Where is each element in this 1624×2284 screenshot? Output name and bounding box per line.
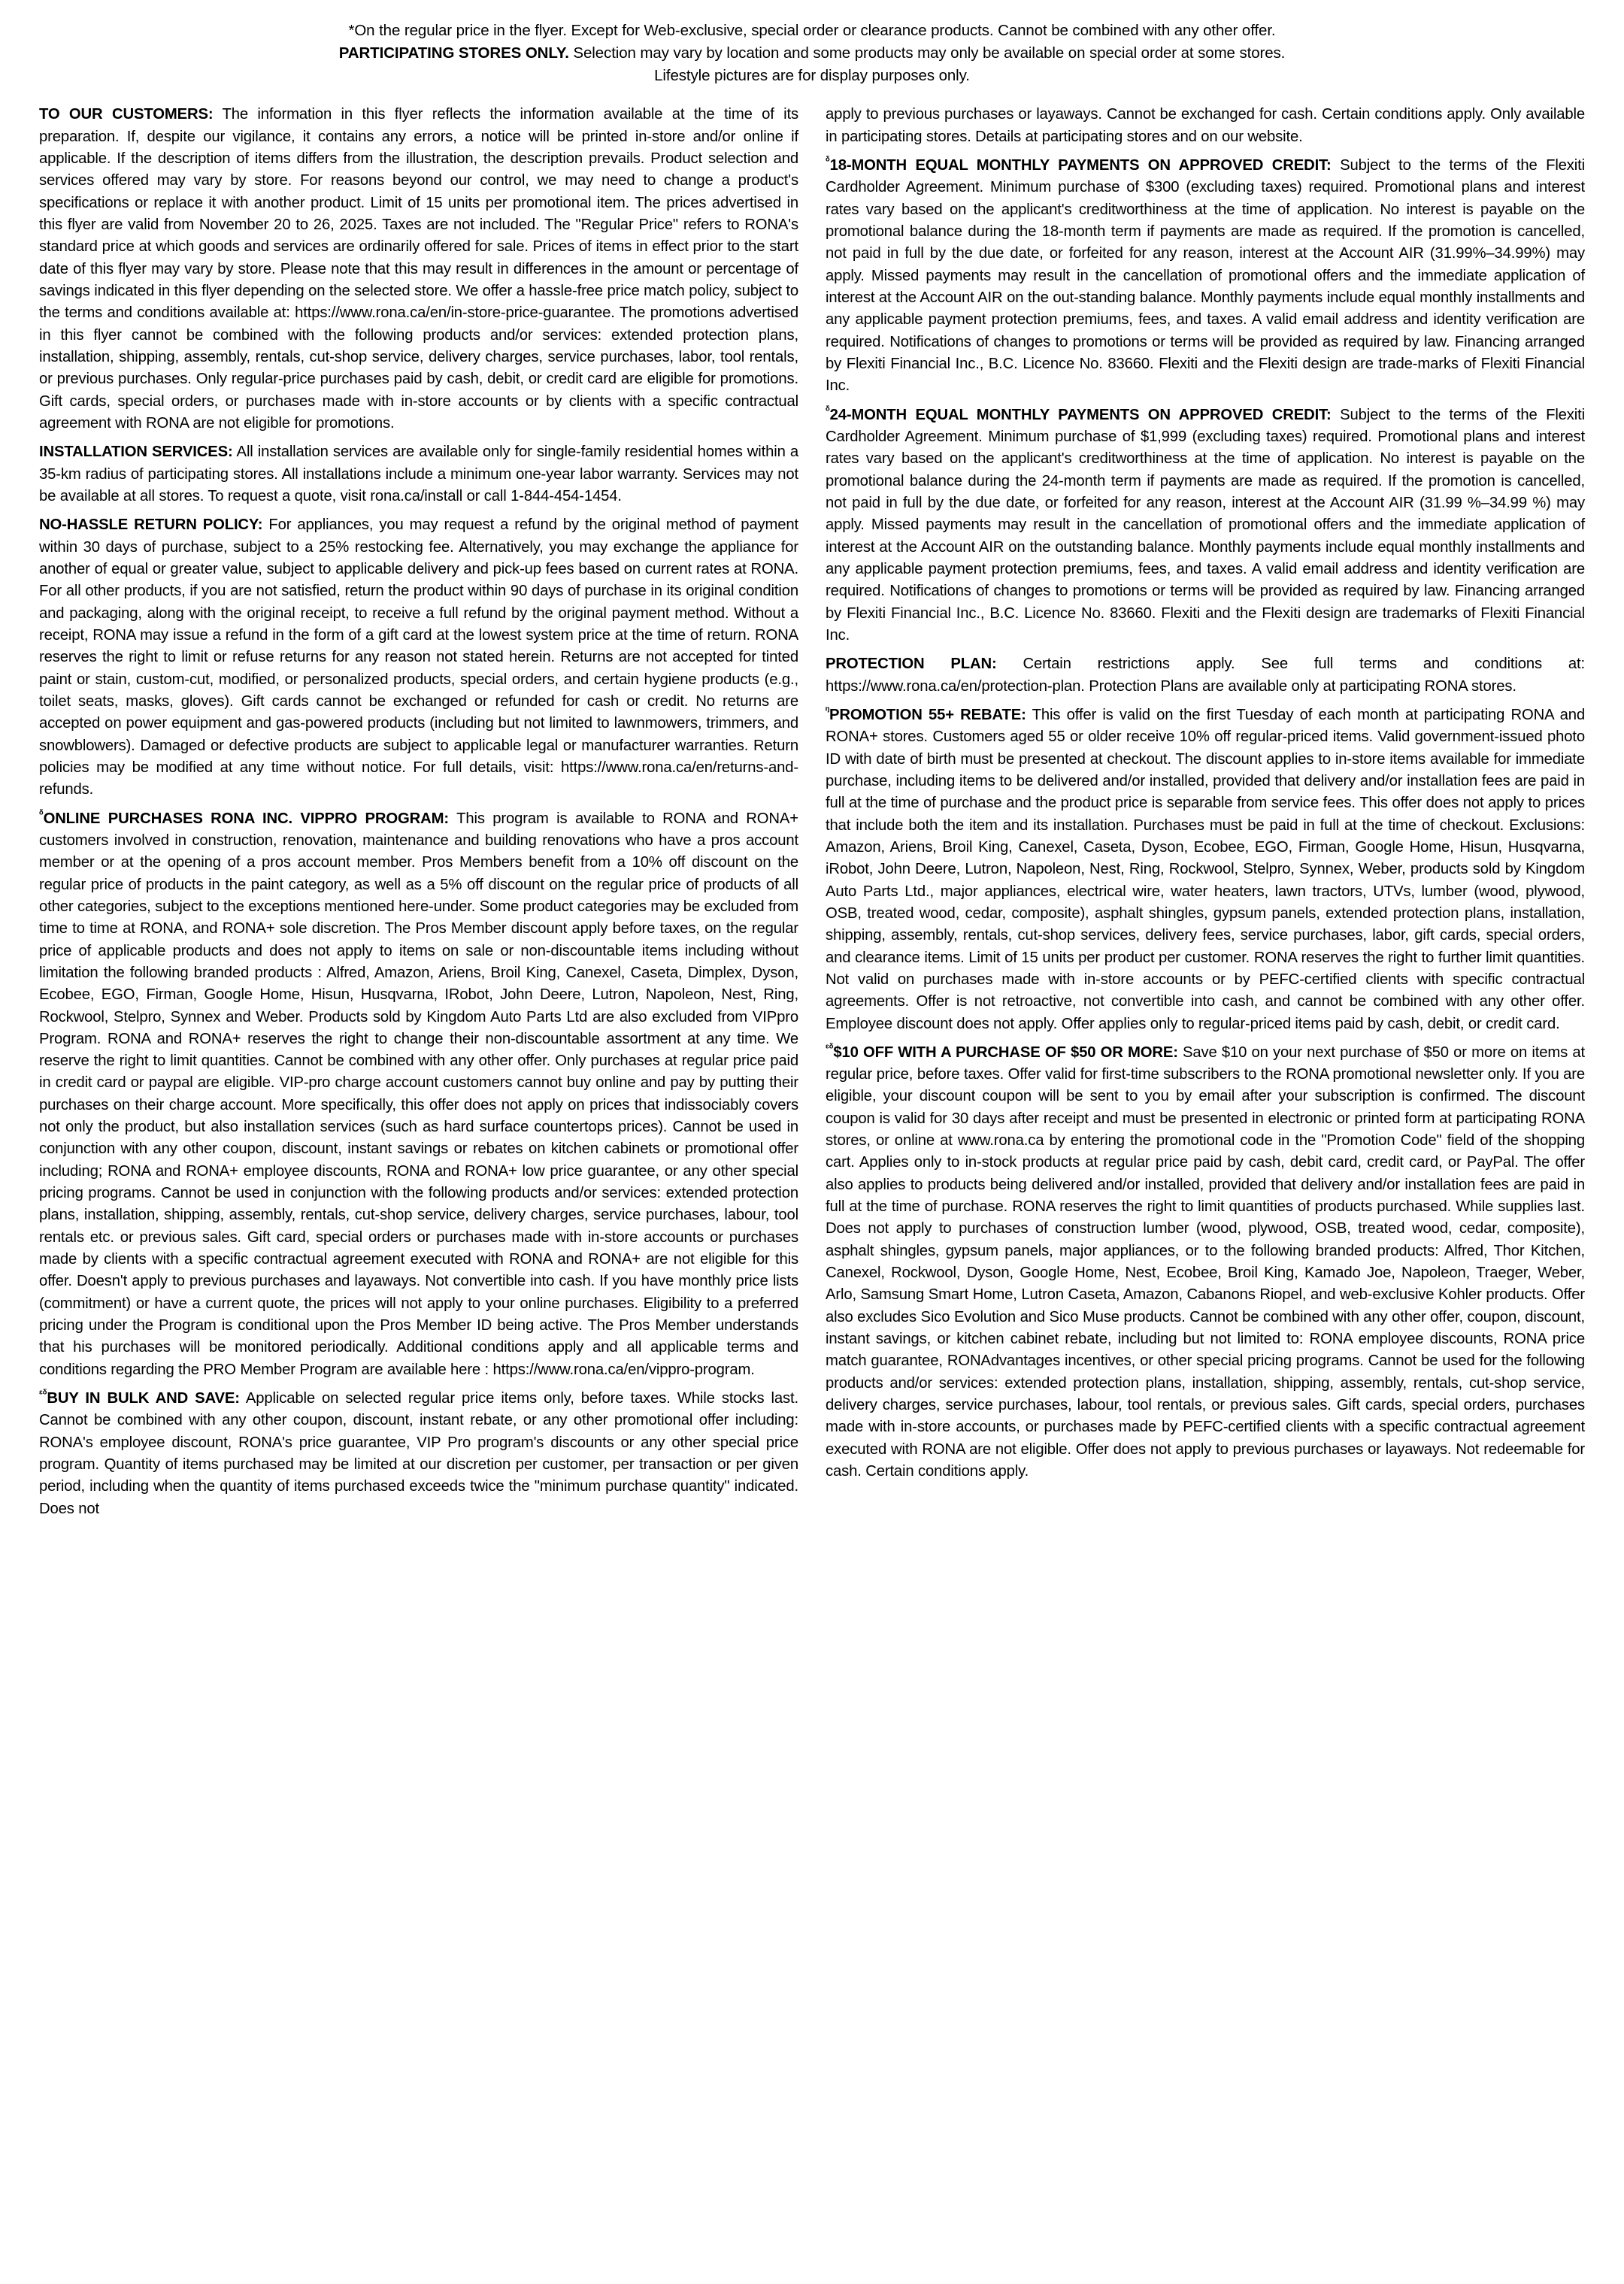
legal-paragraph-heading: INSTALLATION SERVICES: bbox=[39, 444, 233, 461]
legal-paragraph-heading: PROMOTION 55+ REBATE: bbox=[829, 706, 1026, 723]
legal-paragraph-body: This program is available to RONA and RONA+ customers involved in construction, renovation, maintenance and building renovations who have a pros account member or at the opening of a pros account member. Pros Members benefit from a 10% off discount on the regular price of products in the paint category, as well as a 5% off discount on the regular price of products of all other categories, subject to the exceptions mentioned here-under. Some product categories may be excluded from time to time at RONA, and RONA+ sole discretion. The Pros Member discount apply before taxes, on the regular price of applicable products and does not apply to items on sale or non-discountable items including without limitation the following branded products : Alfred, Amazon, Ariens, Broil King, Canexel, Caseta, Dimplex, Dyson, Ecobee, EGO, Firman, Google Home, Hisun, Husqvarna, IRobot, John Deere, Lutron, Napoleon, Nest, Ring, Rockwool, Stelpro, Synnex and Weber. Products sold by Kingdom Auto Parts Ltd are also excluded from VIPpro Program. RONA and RONA+ reserves the right to change their non-discountable assortment at any time. We reserve the right to limit quantities. Cannot be combined with any other offer. Only purchases at regular price paid in credit card or paypal are eligible. VIP-pro charge account customers cannot buy online and pay by putting their purchases on their charge account. More specifically, this offer does not apply on prices that indissociably covers not only the product, but also installation services (such as hard surface countertops prices). Cannot be used in conjunction with any other coupon, discount, instant savings or rebates on kitchen cabinets or promotional offer including; RONA and RONA+ employee discounts, RONA and RONA+ low price guarantee, or any other special pricing programs. Cannot be used in conjunction with the following products and/or services: extended protection plans, installation, shipping, assembly, rentals, cut-shop service, delivery charges, service purchases, labour, tool rentals etc. or previous sales. Gift card, special orders or purchases made with in-store accounts or purchases made by clients with a specific contractual agreement executed with RONA and RONA+ are not eligible for this offer. Doesn't apply to previous purchases and layaways. Not convertible into cash. If you have monthly price lists (commitment) or have a current quote, the prices will not apply to your online purchases. Eligibility to a preferred pricing under the Program is conditional upon the Pros Member ID being active. The Pros Member understands that his purchases will be monitored periodically. Additional conditions apply and all applicable terms and conditions regarding the PRO Member Program are available here : https://www.rona.ca/en/vippro-program. bbox=[39, 810, 798, 1378]
legal-column-left bbox=[39, 104, 798, 1520]
legal-paragraph-body: Save $10 on your next purchase of $50 or more on items at regular price, before taxes. Offer valid for first-time subscribers to the RONA promotional newsletter only. If you are eligible, your discount coupon will be sent to you by email after your subscription is confirmed. The discount coupon is valid for 30 days after receipt and must be presented in electronic or printed form at participating RONA stores, or online at www.rona.ca by entering the promotional code in the "Promotion Code" field of the shopping cart. Applies only to in-stock products at regular price paid by cash, debit card, credit card, or PayPal. The offer also applies to products being delivered and/or installed, provided that delivery and/or installation fees are paid in full at the time of purchase. RONA reserves the right to limit quantities of products purchased. While supplies last. Does not apply to purchases of construction lumber (wood, plywood, OSB, treated wood, cedar, composite), asphalt shingles, gypsum panels, major appliances, or to the following branded products: Alfred, Thor Kitchen, Canexel, Rockwool, Dyson, Google Home, Nest, Ecobee, Broil King, Kamado Joe, Napoleon, Traeger, Weber, Arlo, Samsung Smart Home, Lutron Caseta, Amazon, Cabanons Riopel, and web-exclusive Kohler products. Offer also excludes Sico Evolution and Sico Muse products. Cannot be combined with any other offer, coupon, discount, instant savings, or kitchen cabinet rebate, including but not limited to: RONA employee discounts, RONA price match guarantee, RONAdvantages incentives, or other special pricing programs. Cannot be used for the following products and/or services: extended protection plans, installation, shipping, assembly, rentals, cut-shop service, delivery charges, service purchases, labour, tool rentals, or previous sales. Gift cards, special orders, purchases made with in-store accounts, or purchases made by PEFC-certified clients with a specific contractual agreement executed with RONA are not eligible. Offer does not apply to previous purchases or layaways. Not redeemable for cash. Certain conditions apply. bbox=[826, 1044, 1585, 1480]
footnote-marker: ᵑ bbox=[826, 704, 830, 716]
legal-paragraph bbox=[39, 441, 798, 507]
legal-paragraph-body: This offer is valid on the first Tuesday of each month at participating RONA and RONA+ stores. Customers aged 55 or older receive 10% off regular-priced items. Valid government-issued photo ID with date of birth must be presented at checkout. The discount applies to in-store items available for immediate purchase, including items to be delivered and/or installed, provided that delivery and/or installation fees are paid in full at the time of purchase and the product price is separable from service fees. This offer does not apply to prices that include both the item and its installation. Purchases must be paid in full at the time of checkout. Exclusions: Amazon, Ariens, Broil King, Canexel, Caseta, Dyson, Ecobee, EGO, Firman, Google Home, Hisun, Husqvarna, iRobot, John Deere, Lutron, Napoleon, Nest, Ring, Rockwool, Stelpro, Synnex, Weber, products sold by Kingdom Auto Parts Ltd., major appliances, electrical wire, water heaters, lawn tractors, UTVs, lumber (wood, plywood, OSB, treated wood, cedar, composite), asphalt shingles, gypsum panels, extended protection plans, installation, shipping, assembly, rentals, cut-shop services, delivery fees, service purchases, labor, gift cards, special orders, and clearance items. Limit of 15 units per product per customer. RONA reserves the right to further limit quantities. Not valid on purchases made with in-store accounts or by PEFC-certified clients with specific contractual agreements. Offer is not retroactive, not convertible into cash, and cannot be combined with any other offer. Employee discount does not apply. Offer applies only to regular-priced items paid by cash, debit, or credit card. bbox=[826, 706, 1585, 1032]
legal-paragraph bbox=[826, 653, 1585, 698]
legal-paragraph-heading: NO-HASSLE RETURN POLICY: bbox=[39, 516, 263, 534]
legal-paragraph bbox=[826, 1042, 1585, 1483]
header-line-1: *On the regular price in the flyer. Except for Web-exclusive, special order or clearance products. Cannot be combined with any other offer. bbox=[348, 22, 1276, 39]
legal-paragraph-body: Subject to the terms of the Flexiti Cardholder Agreement. Minimum purchase of $1,999 (excluding taxes) required. Promotional plans and interest rates vary based on the applicant's creditworthiness at the time of application. No interest is payable on the promotional balance during the 24-month term if payments are made as required. If the promotion is cancelled, not paid in full by the due date, or forfeited for any reason, interest at the Account AIR (31.99 %–34.99 %) may apply. Missed payments may result in the cancellation of promotional offers and the immediate application of interest at the Account AIR on the outstanding balance. Monthly payments include equal monthly installments and any applicable payment protection premiums, fees, and taxes. A valid email address and identity verification are required. Notifications of changes to promotions or terms will be provided as required by law. Financing arranged by Flexiti Financial Inc., B.C. Licence No. 83660. Flexiti and the Flexiti design are trademarks of Flexiti Financial Inc. bbox=[826, 406, 1585, 644]
legal-paragraph bbox=[39, 1388, 798, 1520]
header-line-2-rest: Selection may vary by location and some products may only be available on special order at some stores. bbox=[568, 44, 1286, 62]
legal-paragraph-body: The information in this flyer reflects the information available at the time of its preparation. If, despite our vigilance, it contains any errors, a notice will be printed in-store and/or online if applicable. If the description of items differs from the illustration, the description prevails. Product selection and services offered may vary by store. For reasons beyond our control, we may need to change a product's specifications or replace it with another product. Limit of 15 units per promotional item. The prices advertised in this flyer are valid from November 20 to 26, 2025. Taxes are not included. The "Regular Price" refers to RONA's standard price at which goods and services are ordinarily offered for sale. Prices of items in effect prior to the start date of this flyer may vary by store. Please note that this may result in differences in the amount or percentage of savings indicated in this flyer depending on the selected store. We offer a hassle-free price match policy, subject to the terms and conditions available at: https://www.rona.ca/en/in-store-price-guarantee. The promotions advertised in this flyer cannot be combined with the following products and/or services: extended protection plans, installation, shipping, assembly, rentals, cut-shop service, delivery charges, service purchases, labor, tool rentals, or previous purchases. Only regular-price purchases paid by cash, debit, or credit card are eligible for promotions. Gift cards, special orders, or purchases made with in-store accounts or by clients with a specific contractual agreement with RONA are not eligible for promotions. bbox=[39, 106, 798, 432]
legal-paragraph bbox=[826, 704, 1585, 1035]
footnote-marker: ᵟ bbox=[826, 154, 830, 167]
legal-paragraph-body: All installation services are available only for single-family residential homes within a 35-km radius of participating stores. All installations include a minimum one-year labor warranty. Services may not be available at all stores. To request a quote, visit rona.ca/install or call 1-844-454-1454. bbox=[39, 444, 798, 504]
legal-paragraph-heading: 18-MONTH EQUAL MONTHLY PAYMENTS ON APPROVED CREDIT: bbox=[829, 157, 1332, 174]
legal-paragraph-body: apply to previous purchases or layaways. Cannot be exchanged for cash. Certain conditions apply. Only available in participating stores. Details at participating stores and on our website. bbox=[826, 106, 1585, 145]
legal-paragraph-heading: $10 OFF WITH A PURCHASE OF $50 OR MORE: bbox=[833, 1044, 1178, 1061]
footnote-marker: ᵟ bbox=[39, 807, 44, 819]
legal-paragraph-body: Certain restrictions apply. See full terms and conditions at: https://www.rona.ca/en/protection-plan. Protection Plans are available only at participating RONA stores. bbox=[826, 656, 1586, 695]
footnote-marker: ᵟ bbox=[826, 403, 830, 416]
header-disclaimer bbox=[109, 20, 1515, 87]
legal-paragraph bbox=[826, 104, 1585, 148]
legal-paragraph bbox=[39, 514, 798, 801]
legal-paragraph bbox=[39, 808, 798, 1382]
legal-text-columns bbox=[39, 104, 1585, 1520]
legal-paragraph bbox=[826, 155, 1585, 398]
header-line-2 bbox=[109, 42, 1515, 65]
legal-paragraph-heading: BUY IN BULK AND SAVE: bbox=[47, 1390, 240, 1407]
legal-paragraph-heading: 24-MONTH EQUAL MONTHLY PAYMENTS ON APPROVED CREDIT: bbox=[829, 406, 1332, 423]
legal-paragraph-body: Subject to the terms of the Flexiti Cardholder Agreement. Minimum purchase of $300 (excluding taxes) required. Promotional plans and interest rates vary based on the applicant's creditworthiness at the time of application. No interest is payable on the promotional balance during the 18-month term if payments are made as required. If the promotion is cancelled, not paid in full by the due date, or forfeited for any reason, interest at the Account AIR (31.99%–34.99%) may apply. Missed payments may result in the cancellation of promotional offers and the immediate application of interest at the Account AIR on the out-standing balance. Monthly payments include equal monthly installments and any applicable payment protection premiums, fees, and taxes. A valid email address and identity verification are required. Notifications of changes to promotions or terms will be provided as required by law. Financing arranged by Flexiti Financial Inc., B.C. Licence No. 83660. Flexiti and the Flexiti design are trade-marks of Flexiti Financial Inc. bbox=[826, 157, 1585, 395]
legal-paragraph-body: For appliances, you may request a refund by the original method of payment within 30 days of purchase, subject to a 25% restocking fee. Alternatively, you may exchange the appliance for another of equal or greater value, subject to applicable delivery and pick-up fees based on current rates at RONA. For all other products, if you are not satisfied, return the product within 90 days of purchase in its original condition and packaging, along with the original receipt, to receive a full refund by the original payment method. Without a receipt, RONA may issue a refund in the form of a gift card at the lowest system price at the time of return. RONA reserves the right to limit or refuse returns for any reason not stated herein. Returns are not accepted for tinted paint or stain, custom-cut, modified, or personalized products, special orders, and certain hygiene products (e.g., toilet seats, masks, gloves). Gift cards cannot be exchanged or refunded for cash or credit. No returns are accepted on power equipment and gas-powered products (including but not limited to lawnmowers, trimmers, and snowblowers). Damaged or defective products are subject to applicable legal or manufacturer warranties. Return policies may be modified at any time without notice. For full details, visit: https://www.rona.ca/en/returns-and-refunds. bbox=[39, 516, 799, 798]
participating-stores-label: PARTICIPATING STORES ONLY. bbox=[338, 44, 569, 62]
legal-paragraph bbox=[39, 104, 798, 435]
legal-paragraph-body: Applicable on selected regular price items only, before taxes. While stocks last. Cannot be combined with any other coupon, discount, instant rebate, or any other promotional offer including: RONA's employee discount, RONA's price guarantee, VIP Pro program's discounts or any other special price program. Quantity of items purchased may be limited at our discretion per customer, per transaction or per given period, including when the quantity of items purchased exceeds twice the "minimum purchase quantity" indicated. Does not bbox=[39, 1390, 798, 1517]
footnote-marker: ᵋᵟ bbox=[826, 1041, 834, 1054]
legal-paragraph-heading: PROTECTION PLAN: bbox=[826, 656, 997, 673]
legal-paragraph-heading: ONLINE PURCHASES RONA INC. VIPPRO PROGRAM: bbox=[43, 810, 450, 827]
footnote-marker: ᵋᵟ bbox=[39, 1387, 47, 1400]
header-line-3: Lifestyle pictures are for display purposes only. bbox=[654, 67, 970, 85]
legal-paragraph-heading: TO OUR CUSTOMERS: bbox=[39, 106, 214, 123]
legal-paragraph bbox=[826, 404, 1585, 647]
legal-column-right bbox=[826, 104, 1585, 1483]
